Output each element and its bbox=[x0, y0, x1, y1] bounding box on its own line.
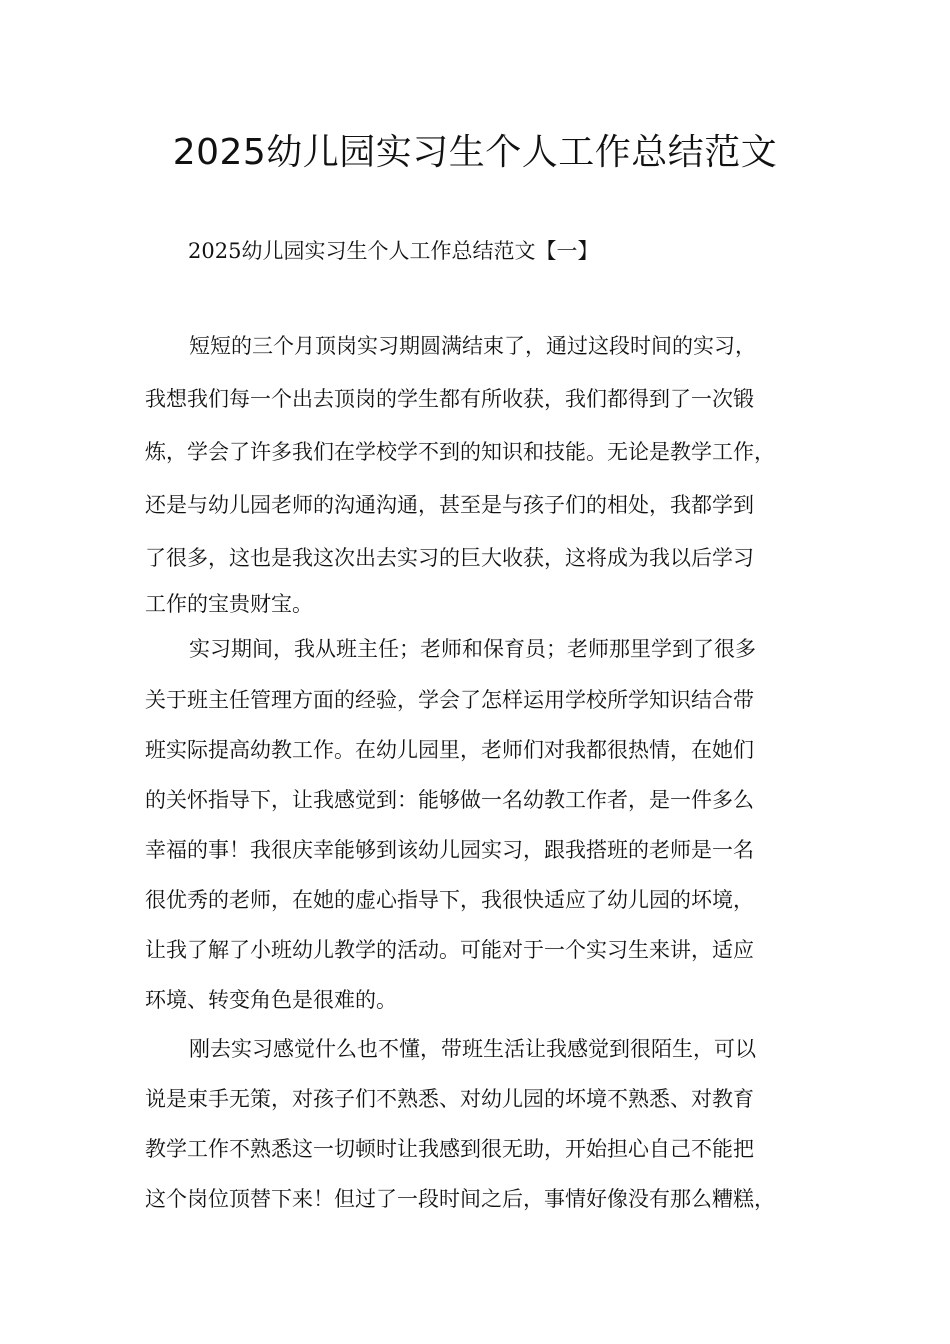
paragraph-2-line: 幸福的事！我很庆幸能够到该幼儿园实习，跟我搭班的老师是一名 bbox=[145, 838, 754, 862]
paragraph-2-line: 实习期间，我从班主任；老师和保育员；老师那里学到了很多 bbox=[189, 637, 756, 661]
paragraph-1-line: 炼，学会了许多我们在学校学不到的知识和技能。无论是教学工作， bbox=[145, 440, 775, 464]
paragraph-2-line: 很优秀的老师，在她的虚心指导下，我很快适应了幼儿园的坏境， bbox=[145, 888, 754, 912]
paragraph-3-line: 这个岗位顶替下来！但过了一段时间之后，事情好像没有那么糟糕， bbox=[145, 1187, 775, 1211]
paragraph-3-line: 刚去实习感觉什么也不懂，带班生活让我感觉到很陌生，可以 bbox=[189, 1037, 756, 1061]
paragraph-1-line: 了很多，这也是我这次出去实习的巨大收获，这将成为我以后学习 bbox=[145, 546, 754, 570]
paragraph-2-line: 关于班主任管理方面的经验，学会了怎样运用学校所学知识结合带 bbox=[145, 688, 754, 712]
paragraph-1-line: 短短的三个月顶岗实习期圆满结束了，通过这段时间的实习， bbox=[189, 334, 756, 358]
document-title: 2025幼儿园实习生个人工作总结范文 bbox=[172, 132, 778, 173]
paragraph-1-line: 还是与幼儿园老师的沟通沟通，甚至是与孩子们的相处，我都学到 bbox=[145, 493, 754, 517]
paragraph-2-line: 环境、转变角色是很难的。 bbox=[145, 988, 397, 1012]
paragraph-2-line: 班实际提高幼教工作。在幼儿园里，老师们对我都很热情，在她们 bbox=[145, 738, 754, 762]
paragraph-1-line: 我想我们每一个出去顶岗的学生都有所收获，我们都得到了一次锻 bbox=[145, 387, 754, 411]
document-subtitle: 2025幼儿园实习生个人工作总结范文【一】 bbox=[188, 239, 599, 263]
paragraph-2-line: 让我了解了小班幼儿教学的活动。可能对于一个实习生来讲，适应 bbox=[145, 938, 754, 962]
paragraph-3-line: 教学工作不熟悉这一切顿时让我感到很无助，开始担心自己不能把 bbox=[145, 1137, 754, 1161]
paragraph-3-line: 说是束手无策，对孩子们不熟悉、对幼儿园的坏境不熟悉、对教育 bbox=[145, 1087, 754, 1111]
paragraph-2-line: 的关怀指导下，让我感觉到：能够做一名幼教工作者，是一件多么 bbox=[145, 788, 754, 812]
paragraph-1-line: 工作的宝贵财宝。 bbox=[145, 592, 313, 616]
